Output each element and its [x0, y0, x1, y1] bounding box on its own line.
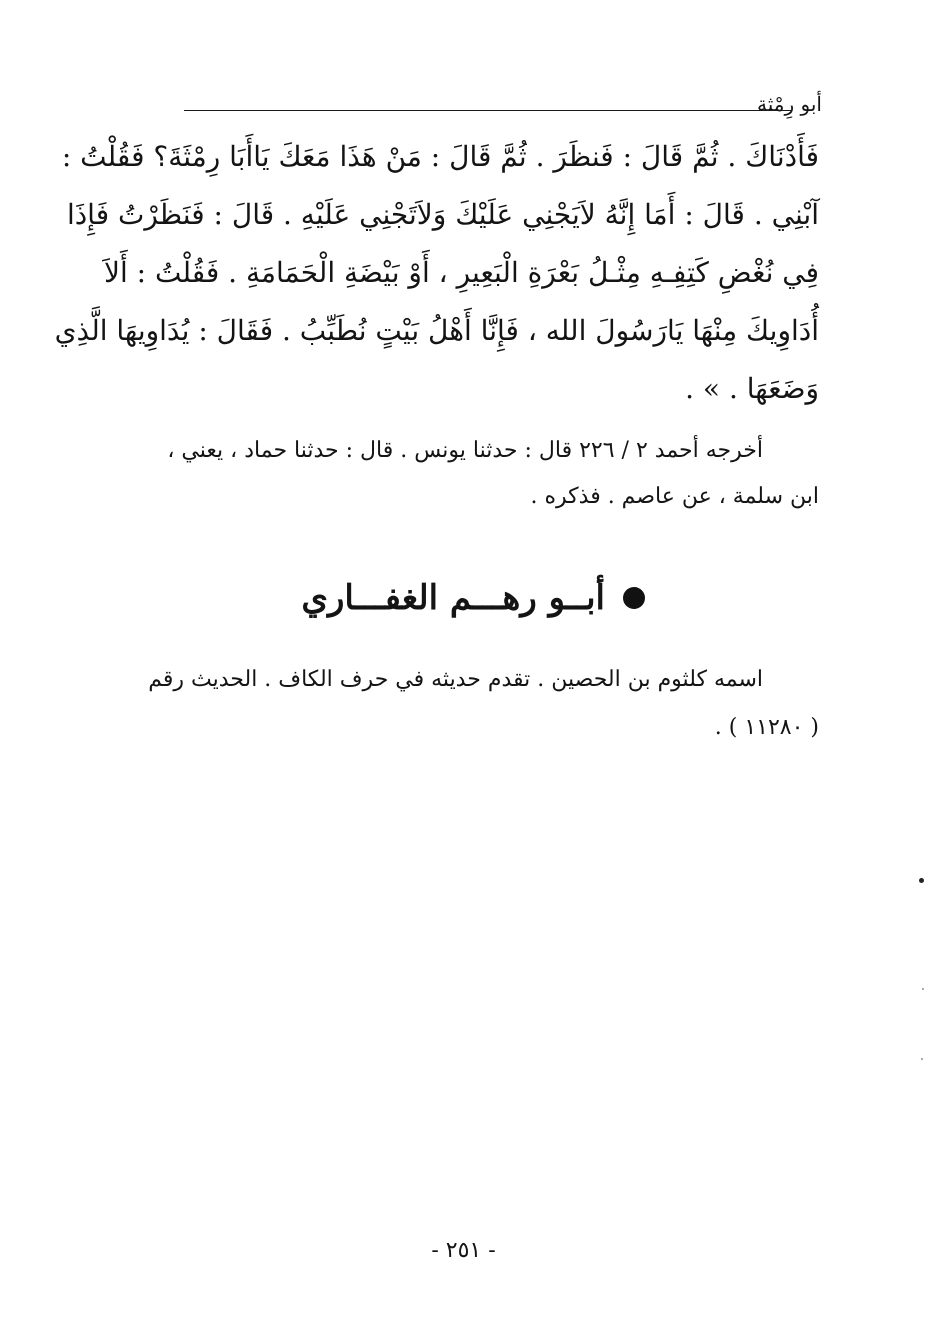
citation-line: ابن سلمة ، عن عاصم . فذكره .	[530, 484, 819, 509]
hadith-line: آبْنِي . قَالَ : أَمَا إِنَّهُ لاَيَجْنِي عَلَيْكَ وَلاَتَجْنِي عَلَيْهِ . قَالَ : فَنَظَرْتُ فَإِذَا	[66, 198, 819, 231]
entry-line: اسمه كلثوم بن الحصين . تقدم حديثه في حرف الكاف . الحديث رقم	[148, 667, 763, 692]
scan-specks	[915, 0, 927, 1342]
section-heading	[301, 574, 645, 622]
running-head	[184, 86, 822, 126]
entry-line: ( ١١٢٨٠ ) .	[714, 715, 819, 740]
source-citation	[129, 428, 819, 520]
entry-text	[129, 656, 819, 752]
hadith-line: فَأَدْنَاكَ . ثُمَّ قَالَ : فَنظَرَ . ثُمَّ قَالَ : مَنْ هَذَا مَعَكَ يَاأَبَا رِمْثَةَ؟ فَقُلْتُ :	[61, 140, 819, 173]
citation-line: أخرجه أحمد ٢ / ٢٢٦ قال : حدثنا يونس . قال : حدثنا حماد ، يعني ،	[167, 438, 763, 463]
hadith-text	[54, 128, 819, 418]
running-head-title: أبو رِمْثة	[757, 92, 822, 116]
page-number: - ٢٥١ -	[431, 1238, 496, 1263]
hadith-line: وَضَعَهَا . » .	[685, 372, 819, 405]
bullet-icon	[623, 587, 645, 609]
hadith-line: أُدَاوِيكَ مِنْهَا يَارَسُولَ الله ، فَإِنَّا أَهْلُ بَيْتٍ نُطَبِّبُ . فَقَالَ : يُدَاوِيهَا الَّذِي	[54, 314, 819, 347]
section-heading-text: أبــو رهـــم الغفـــاري	[301, 578, 605, 618]
hadith-line: فِي نُغْضِ كَتِفِـهِ مِثْـلُ بَعْرَةِ الْبَعِيرِ ، أَوْ بَيْضَةِ الْحَمَامَةِ . فَقُلْتُ : أَلاَ	[103, 256, 819, 289]
running-head-rule	[184, 110, 792, 111]
